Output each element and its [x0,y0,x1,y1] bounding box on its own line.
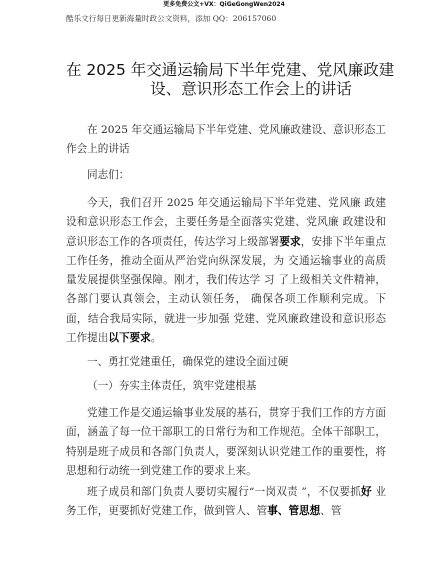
paragraph-responsibility [66,483,386,522]
paragraph-opening [66,194,386,348]
resp-bold-good: 好 [361,486,372,498]
promo-banner: 更多免费公文+VX：QiGeGongWen2024 [163,1,285,8]
document-title [66,61,396,98]
greeting: 同志们： [87,169,130,181]
title-line-1: 在 2025 年交通运输局下半年党建、党风廉政建 [66,61,395,79]
resp-text-c: 业务工作，更要抓好党建工作，做到管人、管 [66,486,387,518]
resp-text-a: 班子成员和部门负责人要切实履行“一岗双责 ”，不仅要抓 [87,486,362,498]
title-line-2: 设、意识形态工作会上的讲话 [150,80,352,98]
opening-text-e: 。 [150,332,162,345]
subsection-heading-1: （一）夯实主体责任，筑牢党建根基 [87,380,257,392]
promo-subtext: 酷乐文行每日更新海量时政公文资料，添加 QQ：206157060 [66,14,277,23]
paragraph-party-building: 党建工作是交通运输事业发展的基石，贯穿于我们工作的方方面面，涵盖了每一位干部职工的日常行为和工作规范。全体干部职工，特别是班子成员和各部门负责人，要深刻认识党建工作的重要性，将思想和行动统一到党建工作的要求上来。 [66,407,386,477]
resp-bold-manage: 事、管思想 [267,505,321,518]
resp-text-e: 、管 [320,505,342,518]
opening-bold-following: 以下要求 [108,332,151,345]
section-heading-1: 一、勇扛党建重任，确保党的建设全面过硬 [87,356,289,368]
document-subtitle: 在 2025 年交通运输局下半年党建、党风廉政建设、意识形态工作会上的讲话 [66,124,386,156]
opening-text-a: 今天，我们召开 2025 年交通运输局下半年党建、党风廉 政建设和意识形态工作会，主要任务是全面落实党建、党风廉 政建设和意识形态工作的各项责任，传达学习上级部署 [66,197,386,248]
opening-bold-requirements: 要求 [279,235,301,248]
opening-text-c: ，安排下半年重点工作任务，推动全面从严治党向纵深发展，为 交通运输事业的高质量发展提供坚强保障。刚才，我们传达学 习 了上级相关文件精神，各部门要认真领会，主动认领任务， 确保各项工作顺利完成。下面，结合我局实际，就进一步加强 党建、党风廉政建设和意识形态工作提出 [66,235,387,345]
